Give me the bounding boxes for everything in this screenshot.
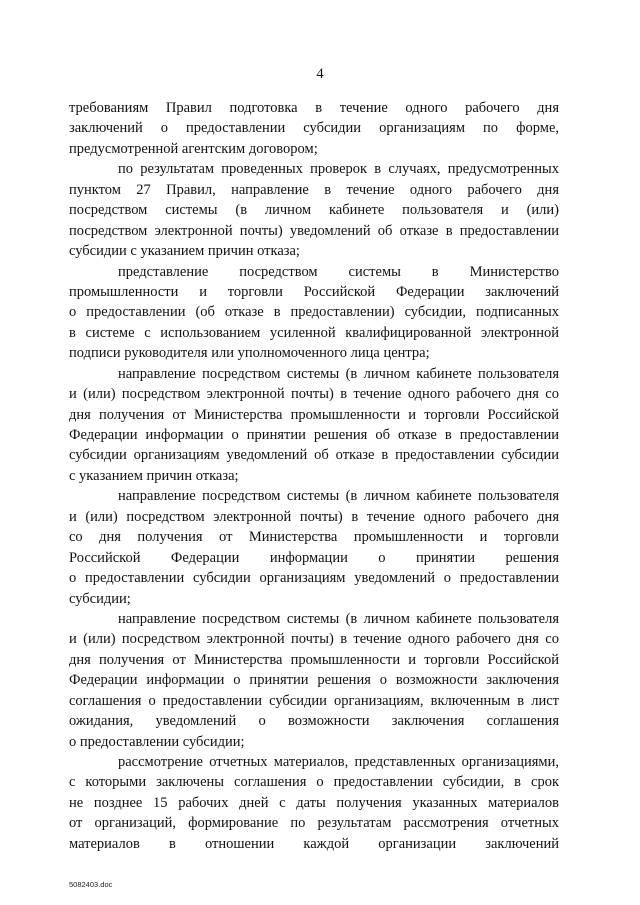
text-line: субсидии организациям уведомлений об отказе в предоставлении субсидии <box>69 447 559 464</box>
text-line: пунктом 27 Правил, направление в течение одного рабочего дня <box>69 181 559 198</box>
text-line: посредством электронной почты) уведомлений об отказе в предоставлении <box>69 222 559 239</box>
footer-filename: 5082403.doc <box>69 880 113 889</box>
text-line: соглашения о предоставлении субсидии организациям, включенным в лист <box>69 692 559 709</box>
body-text <box>69 98 559 854</box>
text-line: и (или) посредством электронной почты) в течение одного рабочего дня со <box>69 631 559 648</box>
text-line: и (или) посредством электронной почты) в течение одного рабочего дня со <box>69 386 559 403</box>
text-line: направление посредством системы (в личном кабинете пользователя <box>118 365 559 382</box>
text-line: требованиям Правил подготовка в течение одного рабочего дня <box>69 100 559 116</box>
text-line: направление посредством системы (в личном кабинете пользователя <box>118 488 559 505</box>
text-line: направление посредством системы (в личном кабинете пользователя <box>118 610 559 627</box>
text-line: не позднее 15 рабочих дней с даты получения указанных материалов <box>69 794 559 811</box>
text-line: рассмотрение отчетных материалов, представленных организациями, <box>118 754 559 770</box>
text-line: промышленности и торговли Российской Федерации заключений <box>69 283 559 300</box>
text-line: ожидания, уведомлений о возможности заключения соглашения <box>69 713 559 730</box>
text-line: Федерации информации о принятии решения о возможности заключения <box>69 672 559 689</box>
text-line: о предоставлении (об отказе в предоставлении) субсидии, подписанных <box>69 304 559 321</box>
text-line: материалов в отношении каждой организации заключений <box>69 835 559 852</box>
text-line: предусмотренной агентским договором; <box>69 140 318 157</box>
text-line: субсидии; <box>69 590 131 607</box>
text-line: субсидии с указанием причин отказа; <box>69 243 300 260</box>
text-line: дня получения от Министерства промышленности и торговли Российской <box>69 406 559 423</box>
text-line: Федерации информации о принятии решения об отказе в предоставлении <box>69 427 559 443</box>
text-line: с указанием причин отказа; <box>69 467 239 484</box>
text-line: представление посредством системы в Министерство <box>118 263 559 280</box>
text-line: от организаций, формирование по результатам рассмотрения отчетных <box>69 815 559 832</box>
text-line: подписи руководителя или уполномоченного лица центра; <box>69 345 430 362</box>
text-line: Российской Федерации информации о принятии решения <box>69 549 559 566</box>
text-line: о предоставлении субсидии организациям уведомлений о предоставлении <box>69 570 559 587</box>
text-line: с которыми заключены соглашения о предоставлении субсидии, в срок <box>69 774 559 791</box>
text-line: по результатам проведенных проверок в случаях, предусмотренных <box>118 161 559 178</box>
text-line: посредством системы (в личном кабинете пользователя и (или) <box>69 202 559 219</box>
text-line: со дня получения от Министерства промышленности и торговли <box>69 529 559 546</box>
text-line: в системе с использованием усиленной квалифицированной электронной <box>69 324 559 341</box>
text-line: заключений о предоставлении субсидии организациям по форме, <box>69 120 559 137</box>
text-line: дня получения от Министерства промышленности и торговли Российской <box>69 651 559 668</box>
page-number: 4 <box>316 66 324 82</box>
text-line: о предоставлении субсидии; <box>69 733 245 750</box>
text-line: и (или) посредством электронной почты) в течение одного рабочего дня <box>69 508 559 525</box>
